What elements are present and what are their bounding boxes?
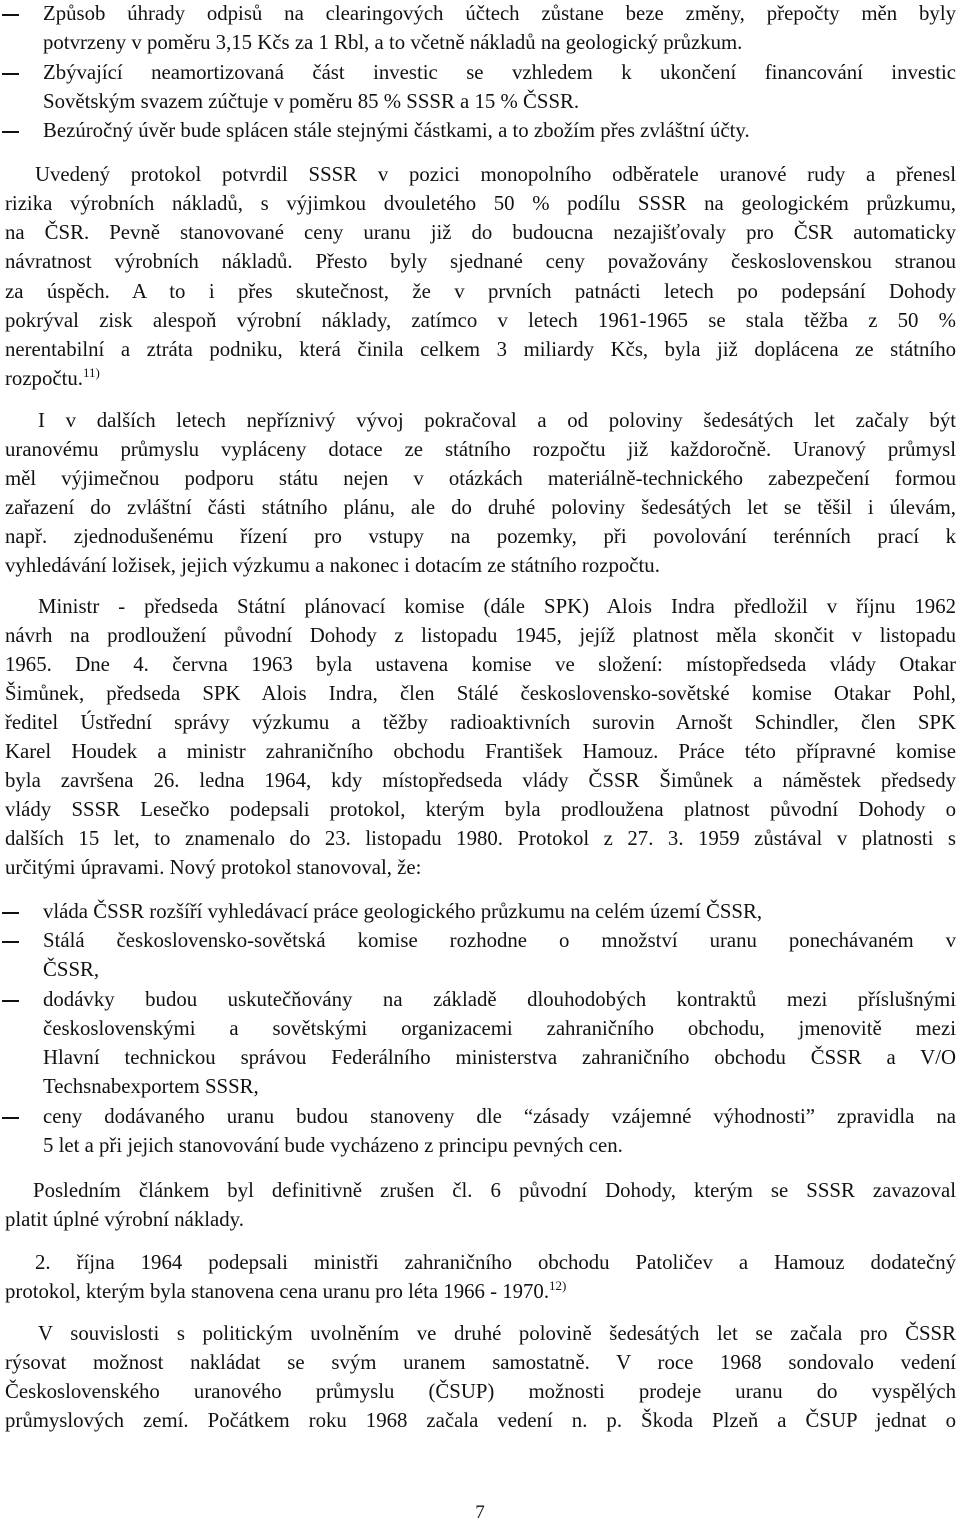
dash-bullet-icon (2, 73, 19, 75)
text-line (5, 364, 956, 393)
text-line: nerentabilní a ztráta podniku, která činila celkem 3 miliardy Kčs, byla již doplácena ze státního (5, 338, 956, 361)
text-line: potvrzeny v poměru 3,15 Kčs za 1 Rbl, a to včetně nákladů na geologický průzkum. (43, 31, 743, 54)
text-line: ředitel Ústřední správy výzkumu a těžby radioaktivních surovin Arnošt Schindler, člen SPK (5, 711, 956, 734)
text-line: rizika výrobních nákladů, s výjimkou dvouletého 50 % podílu SSSR na geologickém průzkumu, (5, 192, 956, 215)
text-span: protokol, kterým byla stanovena cena uranu pro léta 1966 - 1970. (5, 1280, 550, 1303)
text-line: Bezúročný úvěr bude splácen stále stejnými částkami, a to zbožím přes zvláštní účty. (43, 119, 750, 142)
text-line: např. zjednodušenému řízení pro vstupy na pozemky, při povolování terénních prací k (5, 525, 956, 548)
dash-bullet-icon (2, 14, 19, 16)
dash-bullet-icon (2, 1117, 19, 1119)
text-line: Posledním článkem byl definitivně zrušen čl. 6 původní Dohody, kterým se SSSR zavazoval (33, 1179, 956, 1202)
text-line: vláda ČSSR rozšíří vyhledávací práce geologického průzkumu na celém území ČSSR, (43, 900, 763, 923)
text-line: platit úplné výrobní náklady. (5, 1208, 244, 1231)
dash-bullet-icon (2, 941, 19, 943)
text-line: Šimůnek, předseda SPK Alois Indra, člen Stálé československo-sovětské komise Otakar Pohl, (5, 682, 956, 705)
text-line: dalších 15 let, to znamenalo do 23. listopadu 1980. Protokol z 27. 3. 1959 zůstával v platnosti s (5, 827, 956, 850)
footnote-marker: 12) (549, 1278, 567, 1294)
text-line: Zbývající neamortizovaná část investic se vzhledem k ukončení financování investic (43, 61, 956, 84)
text-line: Ministr - předseda Státní plánovací komise (dále SPK) Alois Indra předložil v říjnu 1962 (38, 595, 956, 618)
text-line: Uvedený protokol potvrdil SSSR v pozici monopolního odběratele uranové rudy a přenesl (35, 163, 956, 186)
text-line: návrh na prodloužení původní Dohody z listopadu 1945, jejíž platnost měla skončit v listopadu (5, 624, 956, 647)
dash-bullet-icon (2, 912, 19, 914)
text-line (5, 1277, 956, 1306)
text-line: rýsovat možnost nakládat se svým uranem samostatně. V roce 1968 sondovalo vedení (5, 1351, 956, 1374)
text-line: určitými úpravami. Nový protokol stanovoval, že: (5, 856, 422, 879)
text-line: Sovětským svazem zúčtuje v poměru 85 % SSSR a 15 % ČSSR. (43, 90, 580, 113)
text-line: V souvislosti s politickým uvolněním ve druhé polovině šedesátých let se začala pro ČSSR (38, 1322, 956, 1345)
text-line: uranovému průmyslu vypláceny dotace ze státního rozpočtu již každoročně. Uranový průmysl (5, 438, 956, 461)
text-line: I v dalších letech nepříznivý vývoj pokračoval a od poloviny šedesátých let začaly být (38, 409, 956, 432)
text-line: Způsob úhrady odpisů na clearingových účtech zůstane beze změny, přepočty měn byly (43, 2, 956, 25)
text-line: Techsnabexportem SSSR, (43, 1075, 259, 1098)
text-line: zařazení do zvláštní části státního plánu, ale do druhé poloviny šedesátých let se těšil i úlevám, (5, 496, 956, 519)
text-line: Československého uranového průmyslu (ČSUP) možnosti prodeje uranu do vyspělých (5, 1380, 956, 1403)
text-line: návratnost výrobních nákladů. Přesto byly sjednané ceny považovány československou stranou (5, 250, 956, 273)
text-line: Karel Houdek a ministr zahraničního obchodu František Hamouz. Práce této přípravné komise (5, 740, 956, 763)
text-line: vlády SSSR Lesečko podepsali protokol, kterým byla prodloužena platnost původní Dohody o (5, 798, 956, 821)
text-line: průmyslových zemí. Počátkem roku 1968 začala vedení n. p. Škoda Plzeň a ČSUP jednat o (5, 1409, 956, 1432)
text-line: byla završena 26. ledna 1964, kdy místopředseda vlády ČSSR Šimůnek a náměstek předsedy (5, 769, 956, 792)
dash-bullet-icon (2, 131, 19, 133)
text-line: pokrýval zisk alespoň výrobní náklady, zatímco v letech 1961-1965 se stala těžba z 50 % (5, 309, 956, 332)
text-line: ČSSR, (43, 958, 100, 981)
text-line: na ČSR. Pevně stanovované ceny uranu již do budoucna nezajišťovaly pro ČSR automaticky (5, 221, 956, 244)
text-line: dodávky budou uskutečňovány na základě dlouhodobých kontraktů mezi příslušnými (43, 988, 956, 1011)
footnote-marker: 11) (82, 365, 100, 381)
page-number: 7 (475, 1502, 485, 1523)
text-line: 2. října 1964 podepsali ministři zahraničního obchodu Patoličev a Hamouz dodatečný (35, 1251, 956, 1274)
text-line: ceny dodávaného uranu budou stanoveny dle “zásady vzájemné výhodnosti” zpravidla na (43, 1105, 956, 1128)
text-line: 1965. Dne 4. června 1963 byla ustavena komise ve složení: místopředseda vlády Otakar (5, 653, 956, 676)
text-line: Stálá československo-sovětská komise rozhodne o množství uranu ponechávaném v (43, 929, 956, 952)
text-line: vyhledávání ložisek, jejich výzkumu a nakonec i dotacím ze státního rozpočtu. (5, 554, 660, 577)
text-span: rozpočtu. (5, 367, 83, 390)
text-line: Hlavní technickou správou Federálního ministerstva zahraničního obchodu ČSSR a V/O (43, 1046, 956, 1069)
text-line: měl výjimečnou podporu státu nejen v otázkách materiálně-technického zabezpečení formou (5, 467, 956, 490)
text-line: 5 let a při jejich stanovování bude vycházeno z principu pevných cen. (43, 1134, 623, 1157)
text-line: za úspěch. A to i přes skutečnost, že v prvních patnácti letech po podepsání Dohody (5, 280, 956, 303)
dash-bullet-icon (2, 1000, 19, 1002)
text-line: československými a sovětskými organizacemi zahraničního obchodu, jmenovitě mezi (43, 1017, 956, 1040)
